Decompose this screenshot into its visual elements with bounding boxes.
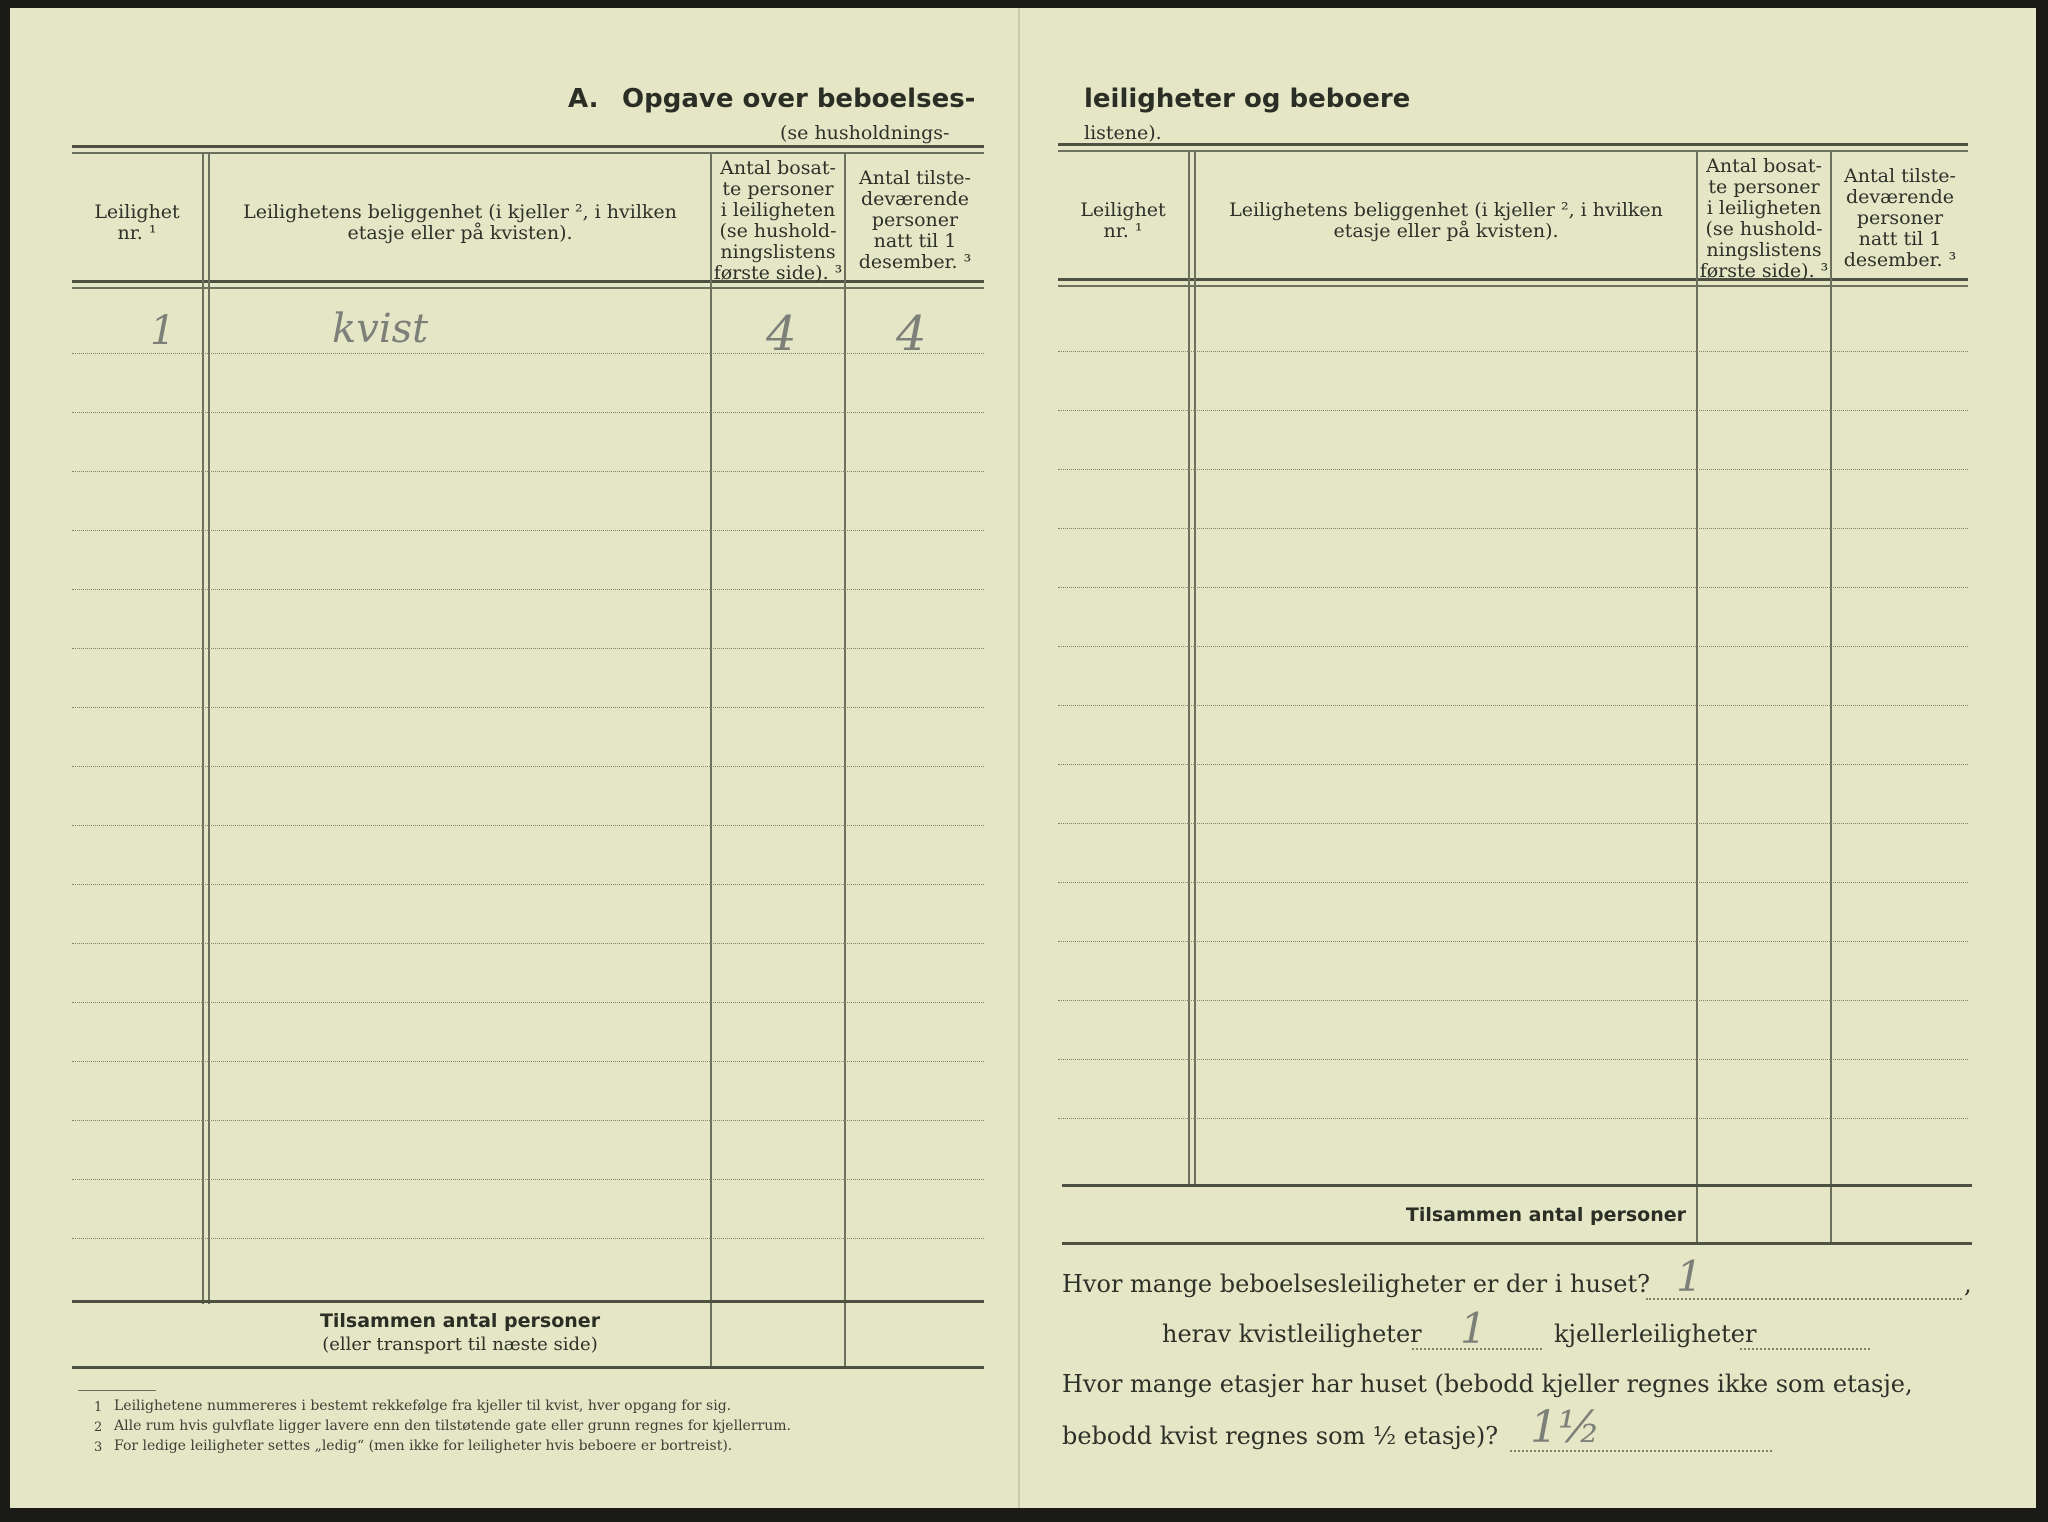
left-total-top-rule	[72, 1300, 984, 1303]
right-page-title: leiligheter og beboere	[1084, 84, 1411, 114]
left-page-subtitle: (se husholdnings-	[780, 122, 950, 144]
right-col-divider-3	[1830, 152, 1832, 1244]
question-dwellings-label: Hvor mange beboelsesleiligheter er der i huset?	[1062, 1270, 1650, 1298]
question-dwellings-comma: ,	[1964, 1270, 1972, 1298]
right-col-divider-1b	[1194, 152, 1196, 1186]
footnote-3: For ledige leiligheter settes „ledig“ (men ikke for leiligheter hvis beboere er bortreist).	[114, 1438, 733, 1454]
right-header-beliggenhet: Leilighetens beliggenhet (i kjeller ², i hvilken etasje eller på kvisten).	[1229, 199, 1663, 242]
left-total-sublabel: (eller transport til næste side)	[322, 1334, 598, 1355]
left-title-prefix: A.	[568, 84, 599, 114]
row1-tilstede: 4	[896, 306, 927, 362]
left-total-bottom-rule	[72, 1366, 984, 1369]
left-col-divider-2	[710, 154, 712, 1368]
question-basement-line	[1740, 1348, 1870, 1350]
footnote-1: Leilighetene nummereres i bestemt rekkefølge fra kjeller til kvist, hver opgang for sig.	[114, 1398, 732, 1414]
row1-bosatte: 4	[766, 306, 797, 362]
question-dwellings-answer: 1	[1676, 1252, 1703, 1301]
right-page-subtitle: listene).	[1084, 122, 1162, 144]
left-header-leilighet-nr: Leilighet nr. ¹	[94, 201, 180, 244]
right-header-leilighet-nr: Leilighet nr. ¹	[1080, 199, 1166, 242]
left-header-antal-bosatte: Antal bosat- te personer i leiligheten (se hushold- ningslistens første side). ³	[713, 157, 843, 284]
left-header-beliggenhet: Leilighetens beliggenhet (i kjeller ², i hvilken etasje eller på kvisten).	[243, 201, 677, 244]
right-header-antal-tilstede: Antal tilste- deværende personer natt til 1 desember. ³	[1843, 165, 1957, 271]
left-col-divider-1b	[208, 154, 210, 1304]
page-fold	[1018, 8, 1020, 1508]
left-total-label: Tilsammen antal personer	[319, 1310, 601, 1332]
question-attic-answer: 1	[1460, 1304, 1487, 1353]
footnote-mark-2: 2	[94, 1420, 103, 1435]
left-col-divider-1	[202, 154, 204, 1304]
right-total-top-rule	[1062, 1184, 1972, 1187]
right-col-divider-2	[1696, 152, 1698, 1244]
row1-nr: 1	[150, 308, 176, 354]
footnote-mark-3: 3	[94, 1440, 103, 1455]
right-total-label: Tilsammen antal personer	[1405, 1204, 1686, 1226]
question-attic-label: herav kvistleiligheter	[1162, 1320, 1422, 1348]
left-col-divider-3	[844, 154, 846, 1368]
footnote-2: Alle rum hvis gulvflate ligger lavere enn den tilstøtende gate eller grunn regnes for kjellerrum.	[114, 1418, 791, 1434]
right-header-top-rule	[1058, 143, 1968, 146]
footnote-mark-1: 1	[94, 1400, 103, 1415]
left-header-antal-tilstede: Antal tilste- deværende personer natt til 1 desember. ³	[858, 167, 972, 273]
right-total-bottom-rule	[1062, 1242, 1972, 1245]
right-col-divider-1	[1188, 152, 1190, 1186]
right-header-antal-bosatte: Antal bosat- te personer i leiligheten (se hushold- ningslistens første side). ³	[1699, 155, 1829, 282]
question-floors-answer: 1½	[1530, 1402, 1601, 1453]
left-page-title: Opgave over beboelses-	[622, 84, 976, 114]
census-form-sheet	[10, 8, 2036, 1508]
question-floors-line1: Hvor mange etasjer har huset (bebodd kjeller regnes ikke som etasje,	[1062, 1370, 1913, 1398]
left-header-top-rule	[72, 145, 984, 148]
footnote-separator	[78, 1390, 156, 1391]
row1-beliggenhet: kvist	[332, 306, 429, 352]
question-basement-label: kjellerleiligheter	[1554, 1320, 1757, 1348]
question-floors-line2: bebodd kvist regnes som ½ etasje)?	[1062, 1422, 1499, 1450]
